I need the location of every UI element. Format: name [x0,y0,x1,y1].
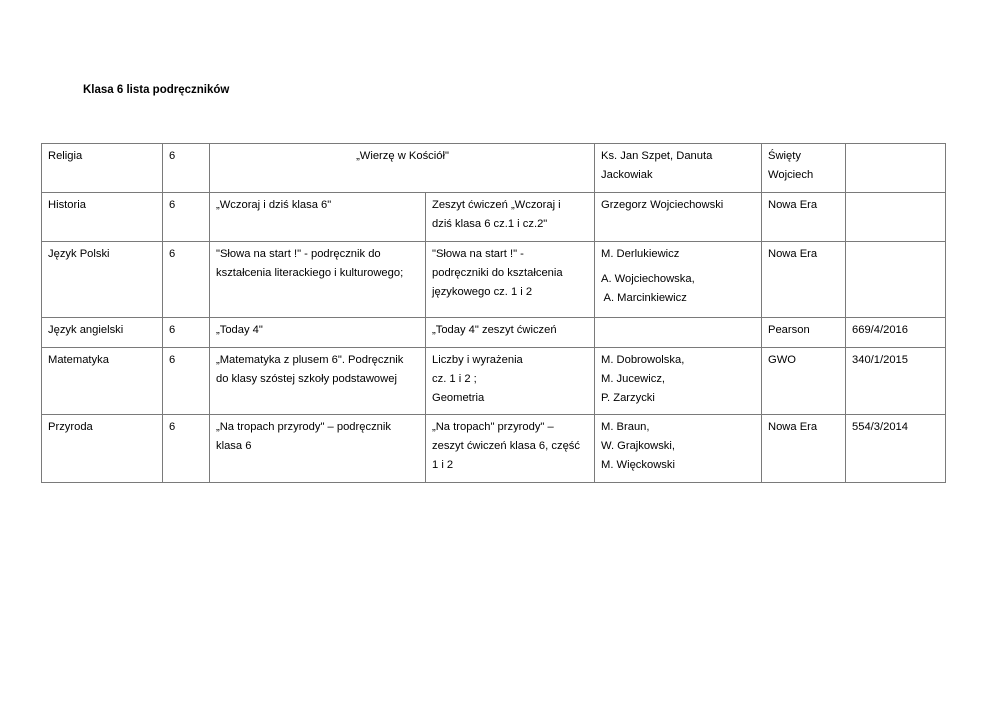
grade-cell: 6 [163,348,210,415]
grade-cell: 6 [163,415,210,483]
author-line: Grzegorz Wojciechowski [601,199,724,211]
publisher-line: GWO [768,354,796,366]
workbook-cell [426,193,595,242]
grade-cell: 6 [163,193,210,242]
table-row [42,348,946,415]
author-line: A. Marcinkiewicz [601,292,687,304]
grade-cell: 6 [163,242,210,318]
publisher-cell [762,144,846,193]
textbook-line: klasa 6 [216,440,252,452]
subject-cell: Matematyka [42,348,163,415]
table-row [42,318,946,348]
textbook-line: "Słowa na start !" - podręcznik do [216,248,381,260]
author-line: M. Więckowski [601,459,675,471]
subject-cell: Religia [42,144,163,193]
table-row [42,193,946,242]
workbook-line: "Słowa na start !" - [432,248,524,260]
author-line: P. Zarzycki [601,392,655,404]
workbook-cell [426,318,595,348]
approval-number-cell: 554/3/2014 [846,415,946,483]
author-line: Jackowiak [601,169,653,181]
authors-cell [595,415,762,483]
workbook-line: językowego cz. 1 i 2 [432,286,533,298]
publisher-cell [762,242,846,318]
textbook-cell [210,144,595,193]
subject-cell: Przyroda [42,415,163,483]
workbook-line: dziś klasa 6 cz.1 i cz.2" [432,218,548,230]
textbook-line: „Matematyka z plusem 6". Podręcznik [216,354,404,366]
approval-number-cell [846,144,946,193]
publisher-cell [762,193,846,242]
workbook-line: zeszyt ćwiczeń klasa 6, część [432,440,580,452]
authors-cell [595,242,762,318]
workbook-line: Geometria [432,392,485,404]
approval-number-cell: 340/1/2015 [846,348,946,415]
workbook-cell [426,242,595,318]
textbook-line: „Wczoraj i dziś klasa 6" [216,199,332,211]
textbook-line: kształcenia literackiego i kulturowego; [216,267,404,279]
workbook-line: „Today 4" zeszyt ćwiczeń [432,324,557,336]
textbook-line: „Na tropach przyrody" – podręcznik [216,421,391,433]
approval-number-cell: 669/4/2016 [846,318,946,348]
authors-cell [595,144,762,193]
publisher-line: Święty [768,150,801,162]
author-line: M. Derlukiewicz [601,248,680,260]
workbook-cell [426,415,595,483]
grade-cell: 6 [163,318,210,348]
publisher-cell [762,348,846,415]
authors-cell [595,348,762,415]
workbook-line: 1 i 2 [432,459,454,471]
textbook-cell [210,415,426,483]
workbook-line: „Na tropach" przyrody" – [432,421,554,433]
publisher-cell [762,318,846,348]
subject-cell: Historia [42,193,163,242]
workbook-line: cz. 1 i 2 ; [432,373,477,385]
textbook-table [41,143,946,483]
publisher-line: Nowa Era [768,248,818,260]
publisher-line: Wojciech [768,169,814,181]
textbook-cell [210,318,426,348]
author-line: M. Jucewicz, [601,373,666,385]
workbook-line: Zeszyt ćwiczeń „Wczoraj i [432,199,561,211]
grade-cell: 6 [163,144,210,193]
publisher-cell [762,415,846,483]
table-row [42,415,946,483]
approval-number-cell [846,242,946,318]
publisher-line: Nowa Era [768,199,818,211]
textbook-cell [210,193,426,242]
page-title: Klasa 6 lista podręczników [83,84,230,96]
textbook-line: „Today 4" [216,324,263,336]
author-line: M. Dobrowolska, [601,354,685,366]
table-row [42,242,946,318]
textbook-line: do klasy szóstej szkoły podstawowej [216,373,397,385]
textbook-line: „Wierzę w Kościół" [356,150,449,162]
workbook-line: podręczniki do kształcenia [432,267,563,279]
table-row [42,144,946,193]
approval-number-cell [846,193,946,242]
authors-cell [595,193,762,242]
subject-cell: Język Polski [42,242,163,318]
workbook-line: Liczby i wyrażenia [432,354,523,366]
publisher-line: Nowa Era [768,421,818,433]
publisher-line: Pearson [768,324,810,336]
workbook-cell [426,348,595,415]
textbook-cell [210,348,426,415]
author-line: Ks. Jan Szpet, Danuta [601,150,713,162]
author-line: W. Grajkowski, [601,440,675,452]
subject-cell: Język angielski [42,318,163,348]
author-line: A. Wojciechowska, [601,273,695,285]
textbook-cell [210,242,426,318]
authors-cell [595,318,762,348]
author-line: M. Braun, [601,421,650,433]
